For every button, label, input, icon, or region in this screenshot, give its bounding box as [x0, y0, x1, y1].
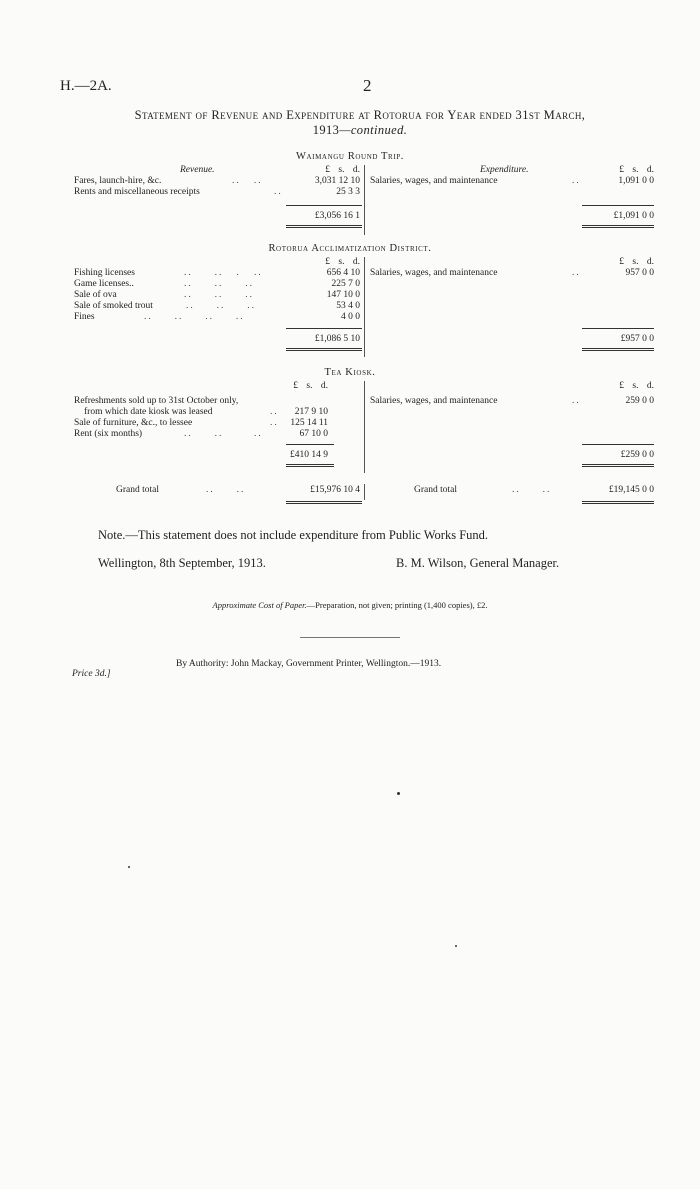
row-label: Game licenses.. — [74, 279, 134, 289]
row-label: Salaries, wages, and maintenance — [370, 176, 498, 186]
grand-total-label: Grand total — [116, 485, 160, 495]
money-header-row — [370, 381, 654, 392]
title-year: 1913 — [312, 123, 340, 137]
cost-of-paper — [0, 600, 700, 610]
grand-total-row — [74, 484, 364, 497]
total-row — [74, 334, 364, 345]
row-label: Fines — [74, 312, 95, 322]
revenue-column — [74, 165, 364, 221]
total-double-rule — [286, 348, 362, 351]
grand-total-block — [74, 484, 654, 510]
section-title-waimangu: Waimangu Round Trip. — [296, 151, 404, 162]
revenue-total: £3,056 16 1 — [314, 211, 360, 221]
title-line-1: Statement of Revenue and Expenditure at Rotorua for Year ended 31st March, — [134, 108, 586, 122]
document-code: H.—2A. — [60, 78, 112, 94]
money-header-row — [370, 257, 654, 268]
grand-total-double-rule — [286, 501, 362, 504]
section-waimangu — [74, 165, 654, 235]
money-header: £ s. d. — [619, 257, 654, 267]
row-label: Refreshments sold up to 31st October only, — [74, 396, 239, 406]
leader-dots: .. — [270, 407, 279, 417]
expenditure-total: £259 0 0 — [620, 450, 654, 460]
table-row — [370, 268, 654, 279]
revenue-column — [74, 257, 364, 344]
grand-total-amount: £15,976 10 4 — [310, 485, 360, 495]
section-acclimatization — [74, 257, 654, 357]
section-title-tea-kiosk: Tea Kiosk. — [324, 367, 376, 378]
leader-dots: .. .. .. — [184, 279, 254, 289]
expenditure-column — [370, 165, 654, 221]
total-double-rule — [286, 225, 362, 228]
grand-total-amount: £19,145 0 0 — [608, 485, 654, 495]
leader-dots: .. .. .. — [186, 301, 256, 311]
grand-total-label: Grand total — [414, 485, 458, 495]
leader-dots: .. — [274, 187, 283, 197]
leader-dots: .. .. — [512, 485, 552, 495]
row-label: Sale of smoked trout — [74, 301, 153, 311]
grand-total-expenditure — [370, 484, 654, 497]
column-divider — [364, 165, 365, 235]
printer-authority: By Authority: John Mackay, Government Printer, Wellington.—1913. — [176, 659, 442, 669]
leader-dots: .. — [270, 418, 279, 428]
table-row — [74, 418, 364, 429]
money-header: £ s. d. — [325, 165, 360, 175]
revenue-header-row — [74, 165, 364, 176]
leader-dots: .. .. . .. — [184, 268, 263, 278]
total-row — [74, 450, 364, 461]
subtotal-rule — [582, 444, 654, 445]
expenditure-column — [370, 381, 654, 460]
grand-total-row — [370, 484, 654, 497]
section-tea-kiosk — [74, 381, 654, 473]
row-amount: 4 0 0 — [341, 312, 360, 322]
row-amount: 259 0 0 — [625, 396, 654, 406]
table-row — [370, 176, 654, 187]
row-label: from which date kiosk was leased — [84, 407, 213, 417]
cost-label: Approximate Cost of Paper. — [212, 600, 307, 610]
row-amount: 125 14 11 — [290, 418, 328, 428]
signatory: B. M. Wilson, General Manager. — [396, 556, 560, 570]
table-row — [74, 396, 364, 407]
total-row — [370, 334, 654, 345]
column-divider — [364, 257, 365, 357]
row-label: Rent (six months) — [74, 429, 143, 439]
subtotal-rule — [286, 444, 334, 445]
revenue-total: £1,086 5 10 — [314, 334, 360, 344]
expenditure-header: Expenditure. — [480, 165, 529, 175]
leader-dots: .. — [572, 176, 581, 186]
table-row — [74, 268, 364, 279]
money-header: £ s. d. — [325, 257, 360, 267]
row-label: Fishing licenses — [74, 268, 135, 278]
leader-dots: .. .. .. — [184, 429, 263, 439]
page-number: 2 — [363, 76, 372, 95]
total-double-rule — [286, 464, 334, 467]
ink-speck — [397, 792, 400, 795]
total-row — [370, 450, 654, 461]
leader-dots: .. — [572, 396, 581, 406]
leader-dots: .. .. .. .. — [144, 312, 245, 322]
subtotal-rule — [286, 328, 362, 329]
row-amount: 217 9 10 — [294, 407, 328, 417]
leader-dots: .. .. — [206, 485, 246, 495]
row-amount: 53 4 0 — [336, 301, 360, 311]
total-row — [370, 211, 654, 222]
leader-dots: .. — [572, 268, 581, 278]
section-title-acclimatization: Rotorua Acclimatization District. — [268, 243, 432, 254]
total-double-rule — [582, 225, 654, 228]
subtotal-rule — [286, 205, 362, 206]
grand-total-double-rule — [582, 501, 654, 504]
expenditure-total: £1,091 0 0 — [613, 211, 654, 221]
expenditure-header-row — [370, 165, 654, 176]
divider-rule — [300, 637, 400, 638]
table-row — [74, 290, 364, 301]
title-line-2 — [70, 123, 650, 138]
row-label: Sale of furniture, &c., to lessee — [74, 418, 193, 428]
table-row — [74, 279, 364, 290]
table-row — [74, 407, 364, 418]
money-header: £ s. d. — [619, 165, 654, 175]
total-double-rule — [582, 464, 654, 467]
document-title — [70, 108, 650, 138]
row-amount: 656 4 10 — [326, 268, 360, 278]
title-continued: —continued. — [339, 123, 408, 137]
row-label: Salaries, wages, and maintenance — [370, 268, 498, 278]
table-row — [74, 187, 364, 198]
ink-speck — [455, 945, 457, 947]
expenditure-column — [370, 257, 654, 344]
table-row — [370, 396, 654, 407]
row-amount: 1,091 0 0 — [618, 176, 654, 186]
row-label: Fares, launch-hire, &c. — [74, 176, 162, 186]
place-date: Wellington, 8th September, 1913. — [98, 556, 266, 570]
column-divider — [364, 484, 365, 500]
row-label: Sale of ova — [74, 290, 117, 300]
leader-dots: .. .. .. — [184, 290, 254, 300]
price: Price 3d.] — [72, 669, 111, 679]
money-header-row — [74, 381, 364, 392]
row-amount: 25 3 3 — [336, 187, 360, 197]
table-row — [74, 312, 364, 323]
subtotal-rule — [582, 205, 654, 206]
table-row — [74, 429, 364, 440]
revenue-column — [74, 381, 364, 460]
total-row — [74, 211, 364, 222]
total-double-rule — [582, 348, 654, 351]
revenue-total: £410 14 9 — [290, 450, 328, 460]
expenditure-total: £957 0 0 — [620, 334, 654, 344]
grand-total-revenue — [74, 484, 364, 497]
row-label: Rents and miscellaneous receipts — [74, 187, 200, 197]
cost-text: —Preparation, not given; printing (1,400 copies), £2. — [306, 600, 488, 610]
money-header: £ s. d. — [619, 381, 654, 391]
column-divider — [364, 381, 365, 473]
ink-speck — [128, 866, 130, 868]
money-header-row — [74, 257, 364, 268]
row-amount: 67 10 0 — [299, 429, 328, 439]
revenue-header: Revenue. — [180, 165, 215, 175]
row-amount: 147 10 0 — [326, 290, 360, 300]
row-amount: 225 7 0 — [331, 279, 360, 289]
table-row — [74, 301, 364, 312]
row-amount: 957 0 0 — [625, 268, 654, 278]
table-row — [74, 176, 364, 187]
row-amount: 3,031 12 10 — [314, 176, 360, 186]
leader-dots: .. .. — [232, 176, 263, 186]
money-header: £ s. d. — [293, 381, 328, 391]
note: Note.—This statement does not include expenditure from Public Works Fund. — [98, 528, 489, 542]
subtotal-rule — [582, 328, 654, 329]
row-label: Salaries, wages, and maintenance — [370, 396, 498, 406]
